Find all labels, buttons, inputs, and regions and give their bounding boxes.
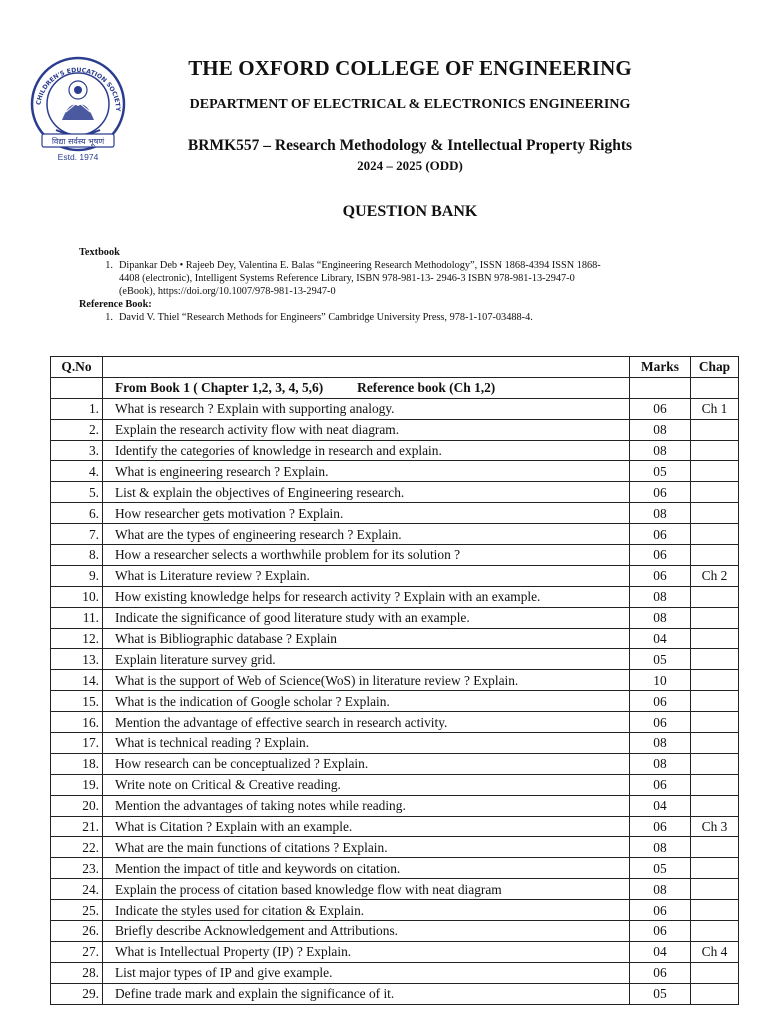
column-header-qno: Q.No bbox=[51, 357, 103, 378]
table-row bbox=[51, 586, 739, 607]
question-marks: 08 bbox=[630, 837, 691, 858]
question-number: 8. bbox=[51, 545, 103, 566]
question-number: 1. bbox=[51, 398, 103, 419]
question-text: What are the types of engineering research ? Explain. bbox=[103, 524, 630, 545]
question-text: What are the main functions of citations ? Explain. bbox=[103, 837, 630, 858]
table-row bbox=[51, 565, 739, 586]
question-chapter bbox=[691, 607, 739, 628]
question-text: What is the indication of Google scholar ? Explain. bbox=[103, 691, 630, 712]
college-name: THE OXFORD COLLEGE OF ENGINEERING bbox=[188, 56, 632, 80]
question-chapter bbox=[691, 753, 739, 774]
question-marks: 04 bbox=[630, 941, 691, 962]
question-text: Mention the impact of title and keywords on citation. bbox=[103, 858, 630, 879]
question-text: Mention the advantages of taking notes while reading. bbox=[103, 795, 630, 816]
question-text: Indicate the styles used for citation & Explain. bbox=[103, 900, 630, 921]
table-row bbox=[51, 962, 739, 983]
question-chapter bbox=[691, 795, 739, 816]
question-number: 15. bbox=[51, 691, 103, 712]
question-chapter bbox=[691, 670, 739, 691]
table-row bbox=[51, 440, 739, 461]
question-text: What is technical reading ? Explain. bbox=[103, 733, 630, 754]
question-chapter bbox=[691, 545, 739, 566]
question-text: List & explain the objectives of Engineering research. bbox=[103, 482, 630, 503]
question-chapter: Ch 4 bbox=[691, 941, 739, 962]
question-number: 19. bbox=[51, 774, 103, 795]
textbook-heading: Textbook bbox=[79, 247, 120, 258]
question-chapter bbox=[691, 983, 739, 1004]
question-chapter bbox=[691, 837, 739, 858]
question-marks: 08 bbox=[630, 733, 691, 754]
table-row bbox=[51, 774, 739, 795]
question-marks: 08 bbox=[630, 440, 691, 461]
question-number: 21. bbox=[51, 816, 103, 837]
question-text: What is the support of Web of Science(WoS) in literature review ? Explain. bbox=[103, 670, 630, 691]
question-chapter bbox=[691, 649, 739, 670]
question-text: Mention the advantage of effective search in research activity. bbox=[103, 712, 630, 733]
question-marks: 06 bbox=[630, 712, 691, 733]
question-text: Briefly describe Acknowledgement and Attributions. bbox=[103, 921, 630, 942]
question-table bbox=[50, 356, 739, 1005]
logo-estd: Estd. 1974 bbox=[57, 152, 99, 162]
question-number: 12. bbox=[51, 628, 103, 649]
table-row bbox=[51, 628, 739, 649]
table-row bbox=[51, 398, 739, 419]
table-row bbox=[51, 753, 739, 774]
question-text: Write note on Critical & Creative reading. bbox=[103, 774, 630, 795]
question-marks: 08 bbox=[630, 419, 691, 440]
question-marks: 08 bbox=[630, 586, 691, 607]
question-number: 14. bbox=[51, 670, 103, 691]
table-subheader-row bbox=[51, 377, 739, 398]
question-chapter bbox=[691, 482, 739, 503]
question-chapter bbox=[691, 733, 739, 754]
question-chapter: Ch 2 bbox=[691, 565, 739, 586]
question-marks: 05 bbox=[630, 649, 691, 670]
page-title: QUESTION BANK bbox=[342, 203, 478, 220]
question-text: Identify the categories of knowledge in research and explain. bbox=[103, 440, 630, 461]
question-number: 11. bbox=[51, 607, 103, 628]
question-marks: 06 bbox=[630, 816, 691, 837]
question-number: 2. bbox=[51, 419, 103, 440]
question-chapter bbox=[691, 503, 739, 524]
question-number: 17. bbox=[51, 733, 103, 754]
question-chapter bbox=[691, 524, 739, 545]
subheader-reference: Reference book (Ch 1,2) bbox=[357, 380, 496, 396]
question-text: Indicate the significance of good literature study with an example. bbox=[103, 607, 630, 628]
question-chapter bbox=[691, 921, 739, 942]
question-chapter bbox=[691, 586, 739, 607]
question-text: How researcher gets motivation ? Explain. bbox=[103, 503, 630, 524]
textbook-item-number: 1. bbox=[105, 260, 113, 271]
question-chapter bbox=[691, 628, 739, 649]
question-text: What is Intellectual Property (IP) ? Explain. bbox=[103, 941, 630, 962]
table-row bbox=[51, 837, 739, 858]
reference-heading: Reference Book: bbox=[79, 299, 152, 310]
table-row bbox=[51, 941, 739, 962]
textbook-item-line2: 4408 (electronic), Intelligent Systems Reference Library, ISBN 978-981-13- 2946-3 ISBN 978-981-13-2947-0 bbox=[119, 273, 575, 284]
question-number: 27. bbox=[51, 941, 103, 962]
question-number: 6. bbox=[51, 503, 103, 524]
column-header-question bbox=[103, 357, 630, 378]
table-row bbox=[51, 691, 739, 712]
question-number: 10. bbox=[51, 586, 103, 607]
textbook-item-line3: (eBook), https://doi.org/10.1007/978-981-13-2947-0 bbox=[119, 286, 336, 297]
table-row bbox=[51, 461, 739, 482]
table-row bbox=[51, 607, 739, 628]
question-text: Define trade mark and explain the significance of it. bbox=[103, 983, 630, 1004]
question-marks: 04 bbox=[630, 795, 691, 816]
column-header-chap: Chap bbox=[691, 357, 739, 378]
reference-item-number: 1. bbox=[105, 312, 113, 323]
question-marks: 06 bbox=[630, 921, 691, 942]
table-row bbox=[51, 670, 739, 691]
question-text: How a researcher selects a worthwhile problem for its solution ? bbox=[103, 545, 630, 566]
question-chapter: Ch 3 bbox=[691, 816, 739, 837]
column-header-marks: Marks bbox=[630, 357, 691, 378]
question-number: 18. bbox=[51, 753, 103, 774]
reference-item-text: David V. Thiel “Research Methods for Engineers” Cambridge University Press, 978-1-107-03488-4. bbox=[119, 312, 533, 323]
table-row bbox=[51, 712, 739, 733]
question-marks: 06 bbox=[630, 900, 691, 921]
question-marks: 10 bbox=[630, 670, 691, 691]
question-chapter bbox=[691, 774, 739, 795]
question-marks: 05 bbox=[630, 858, 691, 879]
question-chapter bbox=[691, 879, 739, 900]
question-number: 16. bbox=[51, 712, 103, 733]
question-chapter bbox=[691, 691, 739, 712]
question-chapter bbox=[691, 962, 739, 983]
question-text: What is Bibliographic database ? Explain bbox=[103, 628, 630, 649]
question-text: Explain the research activity flow with neat diagram. bbox=[103, 419, 630, 440]
question-text: How research can be conceptualized ? Explain. bbox=[103, 753, 630, 774]
question-chapter bbox=[691, 900, 739, 921]
question-marks: 08 bbox=[630, 753, 691, 774]
subheader-book: From Book 1 ( Chapter 1,2, 3, 4, 5,6) bbox=[115, 380, 324, 396]
table-row bbox=[51, 983, 739, 1004]
table-row bbox=[51, 503, 739, 524]
question-marks: 08 bbox=[630, 879, 691, 900]
academic-year: 2024 – 2025 (ODD) bbox=[357, 158, 463, 173]
textbook-item-line1: Dipankar Deb • Rajeeb Dey, Valentina E. Balas “Engineering Research Methodology”, ISSN 1868-4394 ISSN 1868- bbox=[119, 260, 601, 271]
question-marks: 06 bbox=[630, 962, 691, 983]
question-number: 26. bbox=[51, 921, 103, 942]
question-marks: 06 bbox=[630, 482, 691, 503]
table-row bbox=[51, 795, 739, 816]
question-chapter bbox=[691, 440, 739, 461]
table-row bbox=[51, 733, 739, 754]
table-row bbox=[51, 816, 739, 837]
question-marks: 06 bbox=[630, 545, 691, 566]
question-marks: 06 bbox=[630, 524, 691, 545]
question-marks: 06 bbox=[630, 774, 691, 795]
question-marks: 05 bbox=[630, 983, 691, 1004]
question-text: Explain the process of citation based knowledge flow with neat diagram bbox=[103, 879, 630, 900]
question-text: Explain literature survey grid. bbox=[103, 649, 630, 670]
table-header-row bbox=[51, 357, 739, 378]
question-number: 3. bbox=[51, 440, 103, 461]
table-row bbox=[51, 524, 739, 545]
reference-item bbox=[79, 311, 719, 324]
question-number: 4. bbox=[51, 461, 103, 482]
table-row bbox=[51, 419, 739, 440]
course-title: BRMK557 – Research Methodology & Intellectual Property Rights bbox=[187, 137, 633, 154]
question-number: 25. bbox=[51, 900, 103, 921]
question-marks: 06 bbox=[630, 565, 691, 586]
question-text: How existing knowledge helps for research activity ? Explain with an example. bbox=[103, 586, 630, 607]
question-text: What is engineering research ? Explain. bbox=[103, 461, 630, 482]
question-chapter bbox=[691, 712, 739, 733]
question-text: What is Literature review ? Explain. bbox=[103, 565, 630, 586]
question-number: 20. bbox=[51, 795, 103, 816]
question-chapter bbox=[691, 858, 739, 879]
question-number: 7. bbox=[51, 524, 103, 545]
question-marks: 05 bbox=[630, 461, 691, 482]
logo-motto: विद्या सर्वस्य भूषणं bbox=[51, 137, 105, 146]
question-chapter bbox=[691, 461, 739, 482]
question-number: 28. bbox=[51, 962, 103, 983]
question-number: 24. bbox=[51, 879, 103, 900]
table-row bbox=[51, 649, 739, 670]
table-row bbox=[51, 858, 739, 879]
table-row bbox=[51, 545, 739, 566]
question-marks: 06 bbox=[630, 398, 691, 419]
question-chapter bbox=[691, 419, 739, 440]
question-text: What is Citation ? Explain with an example. bbox=[103, 816, 630, 837]
table-row bbox=[51, 482, 739, 503]
question-marks: 08 bbox=[630, 607, 691, 628]
question-number: 23. bbox=[51, 858, 103, 879]
department-name: DEPARTMENT OF ELECTRICAL & ELECTRONICS ENGINEERING bbox=[189, 97, 631, 112]
table-row bbox=[51, 879, 739, 900]
subheader-sources bbox=[103, 377, 630, 398]
table-row bbox=[51, 900, 739, 921]
question-marks: 06 bbox=[630, 691, 691, 712]
textbook-item bbox=[79, 259, 719, 298]
question-number: 29. bbox=[51, 983, 103, 1004]
question-chapter: Ch 1 bbox=[691, 398, 739, 419]
question-number: 9. bbox=[51, 565, 103, 586]
references-block bbox=[79, 246, 719, 324]
logo-ring-text: CHILDREN'S EDUCATION SOCIETY bbox=[35, 66, 122, 112]
question-text: What is research ? Explain with supporting analogy. bbox=[103, 398, 630, 419]
question-number: 22. bbox=[51, 837, 103, 858]
question-marks: 04 bbox=[630, 628, 691, 649]
question-marks: 08 bbox=[630, 503, 691, 524]
question-number: 5. bbox=[51, 482, 103, 503]
college-logo bbox=[26, 52, 130, 164]
question-text: List major types of IP and give example. bbox=[103, 962, 630, 983]
table-row bbox=[51, 921, 739, 942]
question-number: 13. bbox=[51, 649, 103, 670]
